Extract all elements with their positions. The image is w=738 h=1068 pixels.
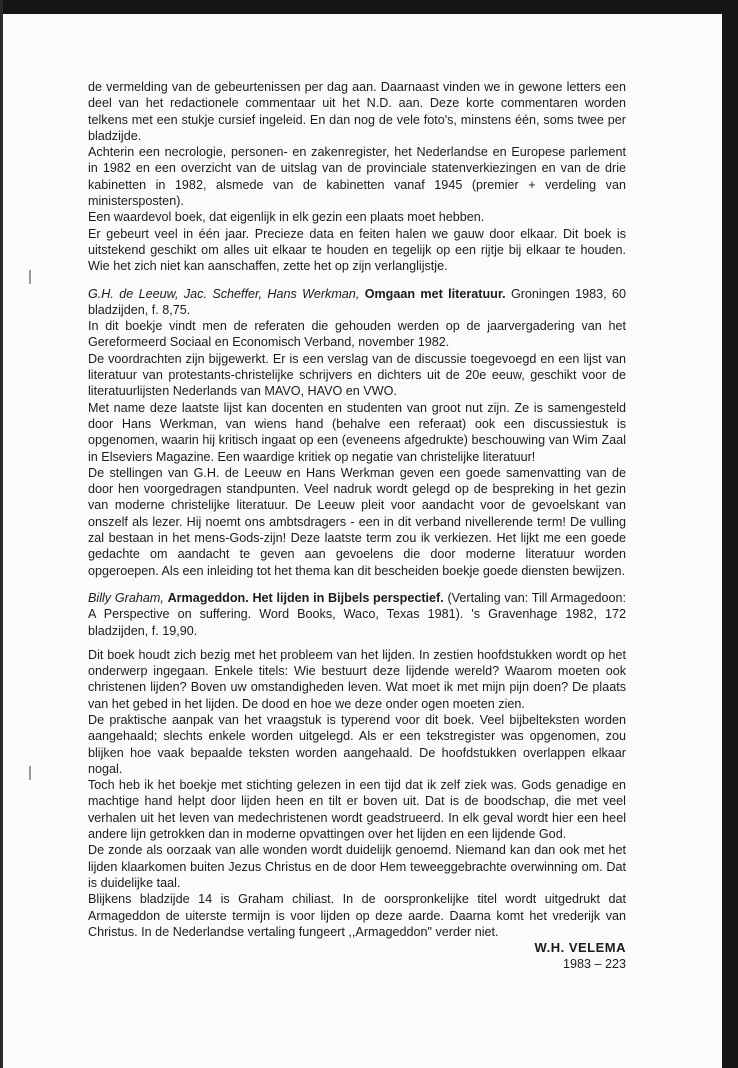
review-1-paragraph: De stellingen van G.H. de Leeuw en Hans Werkman geven een goede samenvatting van de door hen voorgedragen standpunten. Veel nadruk wordt gelegd op de bespreking in het gezin van moderne christelijke literatuur. De Leeuw pleit voor aandacht voor de gevoelskant van onszelf als lezer. Hij noemt ons ambtsdragers - een in dit verband nivellerende term! De vulling zal bestaan in het mens-Gods-zijn! Deze laatste term zou ik verkiezen. Het lijkt me een goede gedachte om aandacht te geven aan gevoelens die door moderne literatuur worden opgeroepen. Als een inleiding tot het thema kan dit bescheiden boekje goede diensten bewijzen.: [88, 465, 626, 578]
intro-paragraph: Achterin een necrologie, personen- en zakenregister, het Nederlandse en Europese parlement in 1982 en een overzicht van de uitslag van de provinciale statenverkiezingen en van de drie kabinetten in 1982, alsmede van de kabinetten vanaf 1945 (premier + verdeling van ministersposten).: [88, 145, 626, 209]
reviewer-signature: W.H. VELEMA: [534, 940, 626, 956]
intro-paragraph: Een waardevol boek, dat eigenlijk in elk gezin een plaats moet hebben.: [88, 210, 485, 225]
review-2-paragraph: Dit boek houdt zich bezig met het probleem van het lijden. In zestien hoofdstukken wordt op het onderwerp ingegaan. Enkele titels: Wie bestuurt deze lijdende wereld? Waarom moeten ook christenen lijden? Boven uw omstandigheden leven. Wat moet ik met mijn pijn doen? De plaats van het gebed in het lijden. De dood en hoe we deze onder ogen moeten zien.: [88, 647, 626, 711]
scan-border-right: [722, 0, 738, 1068]
page-number: 1983 – 223: [562, 957, 626, 972]
review-2-paragraph: Toch heb ik het boekje met stichting gelezen in een tijd dat ik zelf ziek was. Gods genadige en machtige hand helpt door lijden heen en tilt er boven uit. Dat is de boodschap, die met veel verhalen uit het leven van medechristenen wordt geadstrueerd. In elk geval wordt hier een heel andere lijn getrokken dan in moderne opvattingen over het lijden en een lijdende God.: [88, 778, 626, 842]
margin-mark: [29, 270, 31, 284]
heading-gap: [88, 639, 626, 647]
margin-mark: [29, 766, 31, 780]
review-2-heading: [88, 590, 626, 639]
review-2-author: Billy Graham,: [88, 590, 164, 605]
review-1-heading: [88, 286, 626, 319]
section-gap: [88, 579, 626, 590]
intro-paragraph: de vermelding van de gebeurtenissen per dag aan. Daarnaast vinden we in gewone letters een deel van het redactionele commentaar uit het N.D. aan. Deze korte commentaren worden telkens met een stukje cursief ingeleid. En dan nog de vele foto's, minstens één, soms twee per bladzijde.: [88, 80, 626, 143]
review-2-paragraph: De praktische aanpak van het vraagstuk is typerend voor dit boek. Veel bijbelteksten worden aangehaald; slechts enkele worden uitgelegd. Als er een tekstregister was opgenomen, zou blijken hoe vaak bepaalde teksten worden aangehaald. De hoofdstukken overlappen elkaar nogal.: [88, 712, 626, 776]
review-1-paragraph: Met name deze laatste lijst kan docenten en studenten van groot nut zijn. Ze is samengesteld door Hans Werkman, van wiens hand (behalve een referaat) ook een discussiestuk is opgenomen, waarin hij kritisch ingaat op een (eveneens afgedrukte) beschouwing van Wim Zaal in Elseviers Magazine. Een waardige kritiek op negatie van christelijke literatuur!: [88, 400, 626, 464]
review-1-title: Omgaan met literatuur.: [364, 286, 506, 301]
section-gap: [88, 275, 626, 286]
review-2-paragraph: Blijkens bladzijde 14 is Graham chiliast. In de oorspronkelijke titel wordt uitgedrukt dat Armageddon de uiterste termijn is voor lijden op deze aarde. Daarna komt het vrederijk van Christus. In de Nederlandse vertaling fungeert ,,Armageddon" verder niet.: [88, 892, 626, 939]
review-1-publication: Groningen 1983, 60 bladzijden, f. 8,75.: [88, 286, 626, 317]
scan-border-top: [0, 0, 738, 14]
review-1-paragraph: De voordrachten zijn bijgewerkt. Er is een verslag van de discussie toegevoegd en een lijst van literatuur van protestants-christelijke schrijvers en dichters uit de 20e eeuw, geschikt voor de literatuurlijsten Nederlands van MAVO, HAVO en VWO.: [88, 351, 626, 399]
review-2-paragraph: De zonde als oorzaak van alle wonden wordt duidelijk genoemd. Niemand kan dan ook met het lijden klaarkomen buiten Jezus Christus en de door Hem teweeggebrachte overwinning om. Dat is duidelijke taal.: [88, 843, 626, 890]
page-body: [88, 79, 626, 973]
review-1-authors: G.H. de Leeuw, Jac. Scheffer, Hans Werkman,: [88, 286, 360, 301]
review-2-title: Armageddon. Het lijden in Bijbels perspectief.: [167, 590, 444, 605]
review-2-publication: (Vertaling van: Till Armagedoon: A Perspective on suffering. Word Books, Waco, Texas 1981). 's Gravenhage 1982, 172 bladzijden, f. 19,90.: [88, 590, 626, 638]
review-1-paragraph: In dit boekje vindt men de referaten die gehouden werden op de jaarvergadering van het Gereformeerd Sociaal en Economisch Verband, november 1982.: [88, 319, 626, 350]
intro-paragraph: Er gebeurt veel in één jaar. Precieze data en feiten halen we gauw door elkaar. Dit boek is uitstekend geschikt om alles uit elkaar te houden en tegelijk op een rijtje bij elkaar te houden. Wie het zich niet kan aanschaffen, zette het op zijn verlanglijstje.: [88, 226, 626, 274]
